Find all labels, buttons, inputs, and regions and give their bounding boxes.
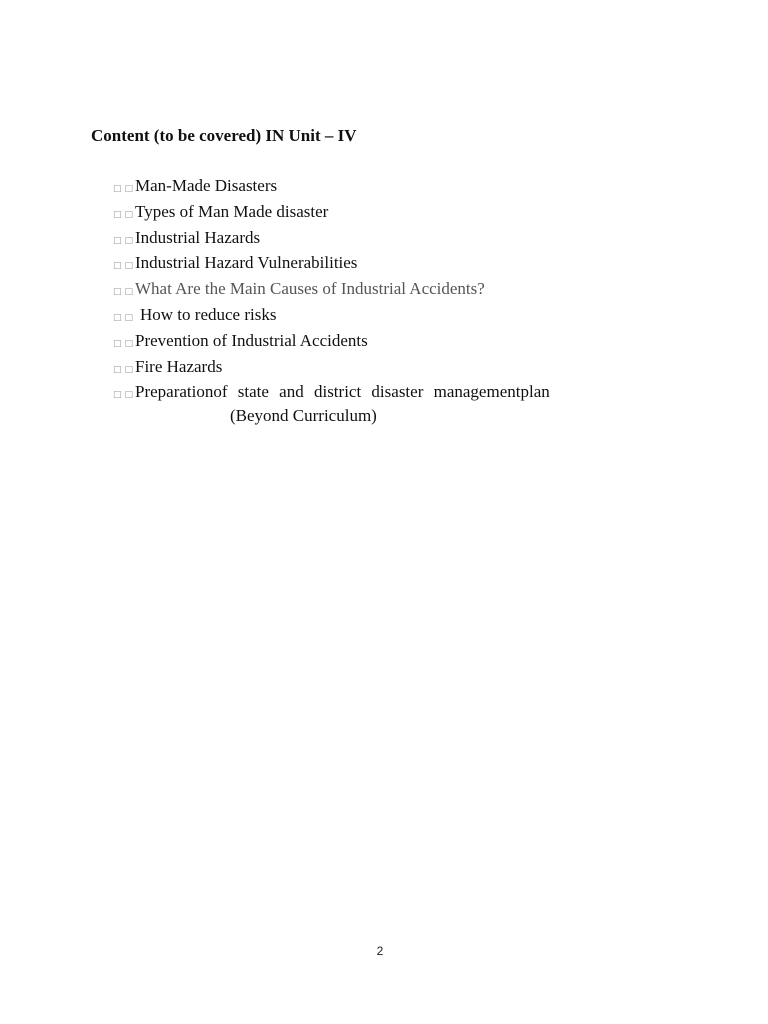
list-item-text: Industrial Hazard Vulnerabilities — [135, 253, 358, 273]
page-number: 2 — [376, 944, 384, 958]
list-item — [113, 228, 633, 254]
continuation-note: (Beyond Curriculum) — [230, 406, 377, 425]
list-item — [113, 253, 633, 279]
list-item — [113, 305, 633, 331]
bullet-icon: □□ — [113, 261, 137, 272]
list-item-text: Preparationof state and district disaster managementplan — [135, 382, 550, 402]
list-item-text: Types of Man Made disaster — [135, 201, 329, 221]
list-item-text: Man-Made Disasters — [135, 176, 278, 195]
list-item — [113, 357, 633, 383]
bullet-icon: □□ — [113, 209, 137, 220]
list-item — [113, 279, 633, 305]
list-item-text: Fire Hazards — [135, 356, 223, 376]
list-item-text: What Are the Main Causes of Industrial Accidents? — [135, 279, 485, 299]
content-list — [113, 176, 633, 408]
bullet-icon: □□ — [113, 184, 137, 194]
list-item-text: How to reduce risks — [140, 304, 277, 324]
list-item-text: Prevention of Industrial Accidents — [135, 330, 368, 350]
page-title: Content (to be covered) IN Unit – IV — [91, 126, 357, 145]
bullet-icon: □□ — [113, 338, 137, 349]
list-item — [113, 382, 633, 408]
list-item — [113, 176, 633, 202]
bullet-icon: □□ — [113, 390, 137, 401]
list-item — [113, 331, 633, 357]
bullet-icon: □□ — [113, 235, 137, 246]
bullet-icon: □□ — [113, 287, 137, 298]
list-item — [113, 202, 633, 228]
bullet-icon: □□ — [113, 364, 137, 375]
list-item-text: Industrial Hazards — [135, 227, 261, 247]
bullet-icon: □□ — [113, 312, 137, 323]
